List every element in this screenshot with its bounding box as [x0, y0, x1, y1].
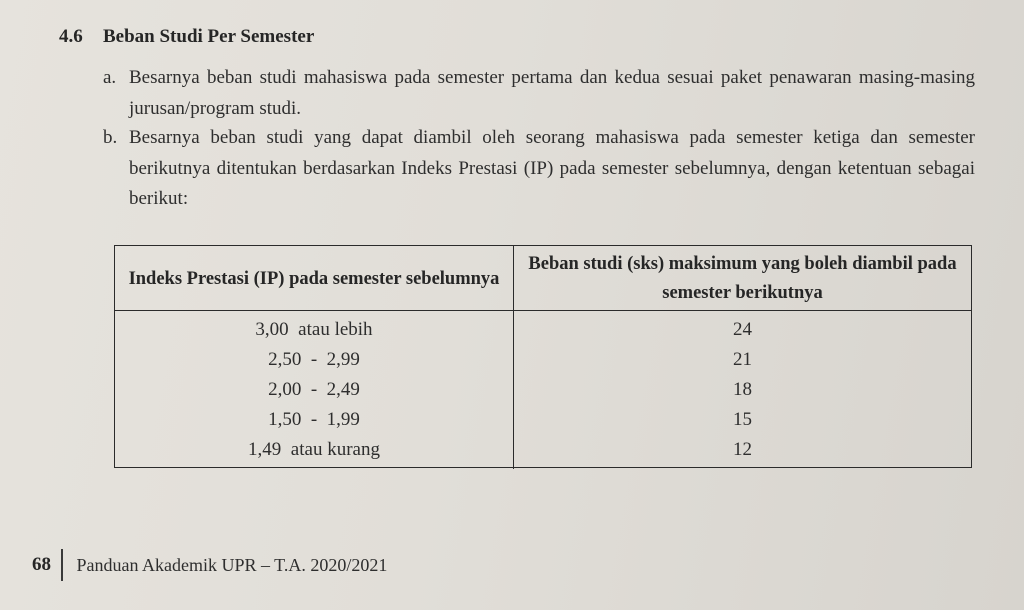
section-number: 4.6 [59, 26, 83, 47]
ip-range-cell: 1,50 - 1,99 [115, 405, 514, 435]
list-item-a [103, 63, 975, 124]
table-row [115, 345, 971, 375]
page-number: 68 [32, 554, 51, 575]
page-footer [32, 548, 387, 582]
table-row [115, 435, 971, 469]
sks-cell: 12 [733, 439, 752, 460]
ip-range-cell: 1,49 atau kurang [115, 435, 514, 469]
list-item-text: Besarnya beban studi yang dapat diambil oleh seorang mahasiswa pada semester ketiga dan semester berikutnya ditentukan berdasarkan Indeks Prestasi (IP) pada semester sebelumnya, dengan ketentuan sebagai berikut: [129, 127, 975, 209]
list-item-text: Besarnya beban studi mahasiswa pada semester pertama dan kedua sesuai paket penawaran masing-masing jurusan/program studi. [129, 67, 975, 119]
list-marker: b. [103, 127, 118, 148]
header-sks: Beban studi (sks) maksimum yang boleh diambil pada semester berikutnya [514, 246, 972, 311]
sks-cell: 15 [733, 409, 752, 430]
footer-divider [61, 549, 63, 581]
study-load-table [114, 245, 972, 468]
list-item-b [103, 123, 975, 215]
ip-range-cell: 2,00 - 2,49 [115, 375, 514, 405]
footer-title: Panduan Akademik UPR – T.A. 2020/2021 [76, 554, 388, 575]
sks-cell: 24 [733, 319, 752, 340]
table-header-row [115, 246, 971, 311]
table-row [115, 405, 971, 435]
list-marker: a. [103, 67, 117, 88]
section-heading [59, 26, 314, 48]
ip-range-cell: 3,00 atau lebih [115, 311, 514, 346]
section-title: Beban Studi Per Semester [103, 26, 315, 47]
table-row [115, 375, 971, 405]
ip-range-cell: 2,50 - 2,99 [115, 345, 514, 375]
sks-cell: 18 [733, 379, 752, 400]
sks-cell: 21 [733, 349, 752, 370]
header-ip: Indeks Prestasi (IP) pada semester sebelumnya [115, 246, 514, 311]
table-row [115, 311, 971, 346]
